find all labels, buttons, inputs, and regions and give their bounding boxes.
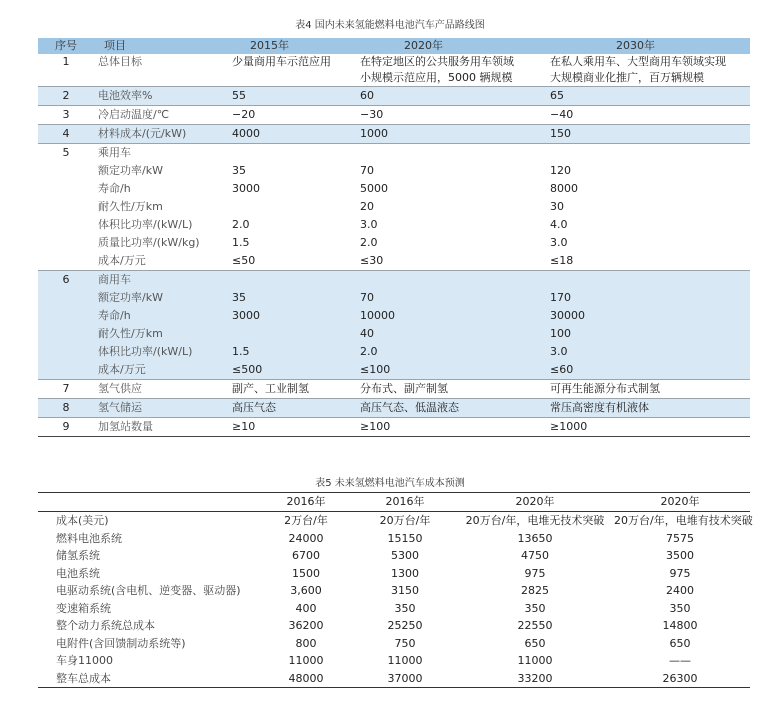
table4-cell-no: [38, 399, 94, 418]
table4-cell-item-text: 体积比功率/(kW/L): [98, 218, 193, 231]
table4-cell-no: [38, 361, 94, 380]
table4-cell-2015: [228, 125, 356, 144]
table4-cell-2015: [228, 380, 356, 399]
table5-header-row: [38, 493, 750, 512]
table4-cell-item: [94, 380, 228, 399]
table4-cell-2015-text: 55: [232, 89, 246, 102]
table5-header-cell: [38, 493, 262, 512]
table4-cell-2015: [228, 216, 356, 234]
table4-cell-2020-text: 1000: [360, 127, 388, 140]
table4-cell-no: [38, 418, 94, 437]
table4-header-row: [38, 38, 750, 54]
table5-header-cell: 2016年: [262, 493, 350, 512]
table4-cell-item-text: 加氢站数量: [98, 420, 153, 433]
table4-cell-item: [94, 125, 228, 144]
table4-cell-2020-text: 分布式、副产制氢: [360, 382, 448, 395]
table4-header-cell: 2020年: [356, 38, 546, 54]
table4-row: [38, 289, 750, 307]
table5-subheader-cell: 20万台/年，电堆有技术突破: [614, 514, 753, 527]
table5-header-cell: 2020年: [610, 493, 750, 512]
table4-cell-2030: [546, 234, 750, 252]
table4-cell-item: [94, 399, 228, 418]
table4-cell-no: [38, 289, 94, 307]
table4-row: [38, 198, 750, 216]
table4-cell-2030: [546, 325, 750, 343]
table5-cell-value: ——: [669, 654, 691, 667]
table4-cell-2030-text: 8000: [550, 182, 578, 195]
table4-cell-2020: [356, 144, 546, 163]
table4-cell-no-text: 8: [62, 401, 70, 414]
table4-cell-item: [94, 162, 228, 180]
table4-cell-2020-text: 2.0: [360, 345, 378, 358]
table4-cell-2015: [228, 106, 356, 125]
table5-cell-value: 3150: [391, 584, 419, 597]
table4-cell-2020-text: 高压气态、低温液态: [360, 401, 459, 414]
table5-cell-value: 13650: [517, 531, 553, 545]
table4-cell-2020-text: 5000: [360, 182, 388, 195]
table5-cell-value: 350: [669, 601, 691, 615]
table4-cell-2030-text: 可再生能源分布式制氢: [550, 382, 660, 395]
table4-cell-2020: [356, 87, 546, 106]
table5-cell-value: 11000: [288, 654, 324, 667]
table4-cell-no: [38, 307, 94, 325]
table4-cell-2030: [546, 418, 750, 437]
table4-cell-2030: [546, 361, 750, 380]
table4-cell-2015: [228, 252, 356, 271]
table4-cell-2015: [228, 162, 356, 180]
table5-cell-value: 6700: [292, 549, 320, 562]
table4-cell-no-text: 2: [62, 89, 70, 102]
table4: [38, 38, 750, 437]
table4-cell-2030: [546, 54, 750, 87]
table4-cell-item-text: 氢气供应: [98, 382, 142, 395]
table4-row: [38, 418, 750, 437]
table4-cell-2030: [546, 307, 750, 325]
table5-cell-value: 1300: [391, 566, 419, 580]
table4-cell-no: [38, 162, 94, 180]
table4-cell-item-text: 商用车: [98, 273, 131, 286]
table5-cell-value: 36200: [288, 619, 324, 632]
table4-cell-2030-text-line2: 大规模商业化推广，百万辆规模: [550, 71, 704, 84]
table4-row: [38, 54, 750, 87]
table4-cell-2020: [356, 162, 546, 180]
table5-cell-value: 5300: [391, 549, 419, 562]
table4-cell-2015: [228, 307, 356, 325]
table4-cell-no: [38, 325, 94, 343]
table4-cell-2030: [546, 252, 750, 271]
table4-cell-2015-text: 35: [232, 164, 246, 177]
table5-cell-item: 电池系统: [56, 566, 100, 580]
table4-cell-2015-text: ≤50: [232, 254, 256, 267]
table4-cell-2015: [228, 234, 356, 252]
table4-cell-2015-text: 3000: [232, 182, 260, 195]
table4-cell-2020-text: 60: [360, 89, 374, 102]
table5-cell-item: 车身11000: [56, 654, 113, 667]
table5-cell-value: 400: [295, 601, 317, 615]
table4-cell-2020: [356, 271, 546, 290]
table4-cell-no-text: 3: [62, 108, 70, 121]
table4-cell-no: [38, 125, 94, 144]
table5-cell-value: 4750: [521, 549, 549, 562]
table4-cell-2030-text: 65: [550, 89, 564, 102]
table4-cell-no-text: 9: [62, 420, 70, 433]
table5-cell-item: 储氢系统: [56, 549, 100, 562]
table4-cell-item-text: 乘用车: [98, 146, 131, 159]
table4-cell-item: [94, 144, 228, 163]
table4-cell-item: [94, 361, 228, 380]
table5-cell-value: 350: [524, 601, 546, 615]
table4-cell-2020-text: 在特定地区的公共服务用车领域: [360, 55, 514, 68]
table4-row: [38, 343, 750, 361]
table4-cell-no: [38, 87, 94, 106]
table4-header-cell: 2015年: [228, 38, 356, 54]
table4-cell-item: [94, 307, 228, 325]
table4-header-cell: 2030年: [546, 38, 750, 54]
table4-cell-item: [94, 343, 228, 361]
table5-cell-value: 7575: [666, 531, 694, 545]
table5-row: [38, 530, 750, 548]
table4-cell-2030-text: 3.0: [550, 236, 568, 249]
table4-cell-2015-text: 4000: [232, 127, 260, 140]
table4-cell-no: [38, 252, 94, 271]
table4-cell-2020-text: −30: [360, 108, 384, 121]
table4-cell-2030: [546, 144, 750, 163]
table5-cell-value: 975: [669, 566, 691, 580]
table4-cell-item: [94, 252, 228, 271]
table4-cell-no: [38, 216, 94, 234]
table4-cell-item-text: 氢气储运: [98, 401, 142, 414]
table4-cell-item: [94, 271, 228, 290]
table4-cell-2030-text: −40: [550, 108, 574, 121]
table4-cell-2030-text: 在私人乘用车、大型商用车领域实现: [550, 55, 726, 68]
table4-cell-2015-text: 1.5: [232, 345, 250, 358]
table4-cell-2015-text: ≥10: [232, 420, 256, 433]
table5-cell-value: 975: [524, 566, 546, 580]
table4-cell-2030: [546, 106, 750, 125]
table5-cell-item: 燃料电池系统: [56, 531, 122, 545]
table5-cell-value: 3500: [666, 549, 694, 562]
table5-cell-value: 1500: [292, 566, 320, 580]
table4-cell-2020: [356, 399, 546, 418]
table4-cell-2020: [356, 289, 546, 307]
table4-row: [38, 87, 750, 106]
table4-cell-no: [38, 343, 94, 361]
table5-cell-value: 25250: [387, 619, 423, 632]
table4-cell-2020: [356, 418, 546, 437]
table4-cell-2020-text: 70: [360, 164, 374, 177]
table4-cell-2015: [228, 87, 356, 106]
table4-cell-2015-text: −20: [232, 108, 256, 121]
table4-cell-2030: [546, 399, 750, 418]
table4-cell-2015-text: 35: [232, 291, 246, 304]
table4-row: [38, 361, 750, 380]
table4-cell-item-text: 额定功率/kW: [98, 291, 163, 304]
table4-cell-2020: [356, 234, 546, 252]
table4-cell-2030-text: 30000: [550, 309, 585, 322]
table4-cell-item: [94, 180, 228, 198]
footnote: [38, 706, 750, 715]
table4-cell-item: [94, 106, 228, 125]
table5-cell-value: 2400: [666, 584, 694, 597]
table4-row: [38, 307, 750, 325]
table4-row: [38, 216, 750, 234]
table5-cell-value: 11000: [387, 654, 423, 667]
table5-row: [38, 635, 750, 653]
table4-cell-2020: [356, 343, 546, 361]
table4-cell-item: [94, 289, 228, 307]
table5-cell-value: 3,600: [290, 584, 322, 597]
table4-cell-item-text: 耐久性/万km: [98, 200, 163, 213]
table5-cell-value: 650: [524, 636, 546, 650]
table4-cell-2030: [546, 380, 750, 399]
table4-cell-item-text: 体积比功率/(kW/L): [98, 345, 193, 358]
table4-cell-item: [94, 87, 228, 106]
table5-cell-value: 33200: [460, 670, 610, 688]
table4-cell-no-text: 7: [62, 382, 70, 395]
table4-cell-2030: [546, 289, 750, 307]
table4-cell-2015-text: 3000: [232, 309, 260, 322]
table5-cell-value: 2825: [521, 584, 549, 597]
table4-cell-item: [94, 198, 228, 216]
table4-row: [38, 125, 750, 144]
table5-cell-value: 750: [394, 636, 416, 650]
table4-cell-item: [94, 325, 228, 343]
table5-cell-value: 15150: [387, 531, 423, 545]
table5-subheader-cell: 2万台/年: [284, 514, 328, 527]
table4-cell-2020: [356, 252, 546, 271]
table4-cell-2030-text: 120: [550, 164, 571, 177]
table5-header-cell: 2016年: [350, 493, 460, 512]
table4-cell-2030: [546, 198, 750, 216]
table4-cell-2030-text: 30: [550, 200, 564, 213]
table5-cell-item: 整个动力系统总成本: [56, 619, 155, 632]
table4-cell-2020-text: 3.0: [360, 218, 378, 231]
table5-row: [38, 582, 750, 600]
table4-row: [38, 234, 750, 252]
table5-subheader-cell: 20万台/年: [379, 514, 431, 527]
table4-cell-2015: [228, 325, 356, 343]
table4-cell-no-text: 6: [62, 273, 70, 286]
table4-cell-2020: [356, 106, 546, 125]
table5-header-cell: 2020年: [460, 493, 610, 512]
table4-cell-2030-text: ≥1000: [550, 420, 588, 433]
table5-cell-item: 电附件(含回馈制动系统等): [56, 636, 186, 650]
table4-cell-2015-text: 高压气态: [232, 401, 276, 414]
table4-cell-2030: [546, 87, 750, 106]
table5-cell-value: 22550: [517, 619, 553, 632]
table4-cell-2020-text: 70: [360, 291, 374, 304]
table5-row: [38, 565, 750, 583]
table4-cell-2020-text: 2.0: [360, 236, 378, 249]
table4-cell-2030-text: 170: [550, 291, 571, 304]
table4-row: [38, 162, 750, 180]
table4-cell-2020: [356, 307, 546, 325]
table4-cell-no: [38, 106, 94, 125]
table4-cell-2030-text: 100: [550, 327, 571, 340]
table4-row: [38, 180, 750, 198]
table4-cell-item: [94, 234, 228, 252]
table5-row: [38, 617, 750, 635]
table4-cell-2020: [356, 125, 546, 144]
table4-cell-2030: [546, 125, 750, 144]
table5-cell-value: 350: [394, 601, 416, 615]
table4-cell-2015: [228, 144, 356, 163]
table4-cell-item-text: 材料成本/(元/kW): [98, 127, 187, 140]
table4-cell-2015-text: 2.0: [232, 218, 250, 231]
table4-cell-2015: [228, 289, 356, 307]
table4-cell-2020: [356, 198, 546, 216]
table4-cell-item-text: 寿命/h: [98, 182, 131, 195]
table5: [38, 492, 753, 688]
table4-cell-2015-text: 1.5: [232, 236, 250, 249]
table4-cell-2015: [228, 198, 356, 216]
table4-cell-no: [38, 234, 94, 252]
table5-subheader-cell: 成本(美元): [56, 514, 109, 527]
table4-cell-no-text: 1: [62, 55, 70, 68]
table4-cell-2020: [356, 361, 546, 380]
table5-title: 表5 未来氢燃料电池汽车成本预测: [315, 478, 465, 489]
table5-row: [38, 670, 750, 688]
table4-row: [38, 399, 750, 418]
table4-cell-2015: [228, 180, 356, 198]
table4-cell-item: [94, 54, 228, 87]
table4-cell-item-text: 冷启动温度/℃: [98, 108, 170, 121]
table4-row: [38, 271, 750, 290]
table4-cell-2030: [546, 271, 750, 290]
table4-cell-item-text: 质量比功率/(kW/kg): [98, 236, 200, 249]
table4-cell-2015: [228, 418, 356, 437]
table4-cell-2015-text: 少量商用车示范应用: [232, 55, 331, 68]
table5-cell-value: 48000: [262, 670, 350, 688]
table4-cell-2020: [356, 216, 546, 234]
table4-header-cell: 项目: [94, 38, 228, 54]
table5-cell-value: 26300: [610, 670, 750, 688]
table4-cell-2015: [228, 54, 356, 87]
table5-row: [38, 600, 750, 618]
table4-cell-2030-text: 3.0: [550, 345, 568, 358]
table4-cell-2030: [546, 343, 750, 361]
table4-cell-item-text: 总体目标: [98, 55, 142, 68]
table5-subheader-row: [38, 512, 750, 530]
table4-cell-2020-text: 20: [360, 200, 374, 213]
table4-cell-no: [38, 198, 94, 216]
table5-cell-value: 650: [669, 636, 691, 650]
table4-cell-item-text: 耐久性/万km: [98, 327, 163, 340]
table4-header-cell: 序号: [38, 38, 94, 54]
table4-cell-no-text: 5: [62, 146, 70, 159]
table4-cell-2020: [356, 325, 546, 343]
table4-cell-item-text: 成本/万元: [98, 363, 146, 376]
table5-row: [38, 652, 750, 670]
table4-cell-item-text: 电池效率%: [98, 89, 153, 102]
table4-cell-2020-text: ≤100: [360, 363, 391, 376]
table5-cell-item: 电驱动系统(含电机、逆变器、驱动器): [56, 584, 241, 597]
table4-cell-item: [94, 216, 228, 234]
table4-cell-2030-text: 常压高密度有机液体: [550, 401, 649, 414]
table4-cell-no-text: 4: [62, 127, 70, 140]
table4-cell-2030-text: ≤18: [550, 254, 574, 267]
table5-row: [38, 547, 750, 565]
table4-cell-2015: [228, 361, 356, 380]
table4-cell-2030: [546, 180, 750, 198]
table5-cell-value: 800: [295, 636, 317, 650]
table4-cell-2030-text: 150: [550, 127, 571, 140]
table4-row: [38, 325, 750, 343]
table4-cell-2015: [228, 271, 356, 290]
table4-cell-no: [38, 271, 94, 290]
table4-row: [38, 106, 750, 125]
table4-cell-2015: [228, 399, 356, 418]
table4-cell-2020-text-line2: 小规模示范应用，5000 辆规模: [360, 71, 513, 84]
table4-row: [38, 380, 750, 399]
table4-cell-item: [94, 418, 228, 437]
table4-cell-2020-text: 40: [360, 327, 374, 340]
table4-cell-2015-text: 副产、工业制氢: [232, 382, 309, 395]
table5-cell-value: 11000: [517, 654, 553, 667]
table4-cell-2030: [546, 162, 750, 180]
table4-cell-item-text: 成本/万元: [98, 254, 146, 267]
table4-cell-2030: [546, 216, 750, 234]
table4-cell-2020-text: 10000: [360, 309, 395, 322]
table4-cell-2015-text: ≤500: [232, 363, 263, 376]
table4-title: 表4 国内未来氢能燃料电池汽车产品路线图: [295, 20, 485, 31]
table5-cell-value: 24000: [288, 531, 324, 545]
table5-cell-value: 14800: [662, 619, 698, 632]
table4-cell-no: [38, 54, 94, 87]
table5-cell-value: 37000: [350, 670, 460, 688]
table5-subheader-cell: 20万台/年，电堆无技术突破: [465, 514, 605, 527]
table5-cell-item: 整车总成本: [38, 670, 262, 688]
table4-cell-2030-text: 4.0: [550, 218, 568, 231]
table4-cell-2015: [228, 343, 356, 361]
table4-row: [38, 144, 750, 163]
table4-cell-2020: [356, 54, 546, 87]
table4-cell-no: [38, 144, 94, 163]
table5-cell-item: 变速箱系统: [56, 601, 111, 615]
table4-cell-item-text: 额定功率/kW: [98, 164, 163, 177]
table4-cell-no: [38, 380, 94, 399]
table4-cell-2020-text: ≥100: [360, 420, 391, 433]
table4-cell-2020-text: ≤30: [360, 254, 384, 267]
table4-cell-2030-text: ≤60: [550, 363, 574, 376]
table4-cell-2020: [356, 380, 546, 399]
table4-cell-no: [38, 180, 94, 198]
table4-row: [38, 252, 750, 271]
table4-cell-2020: [356, 180, 546, 198]
table4-cell-item-text: 寿命/h: [98, 309, 131, 322]
